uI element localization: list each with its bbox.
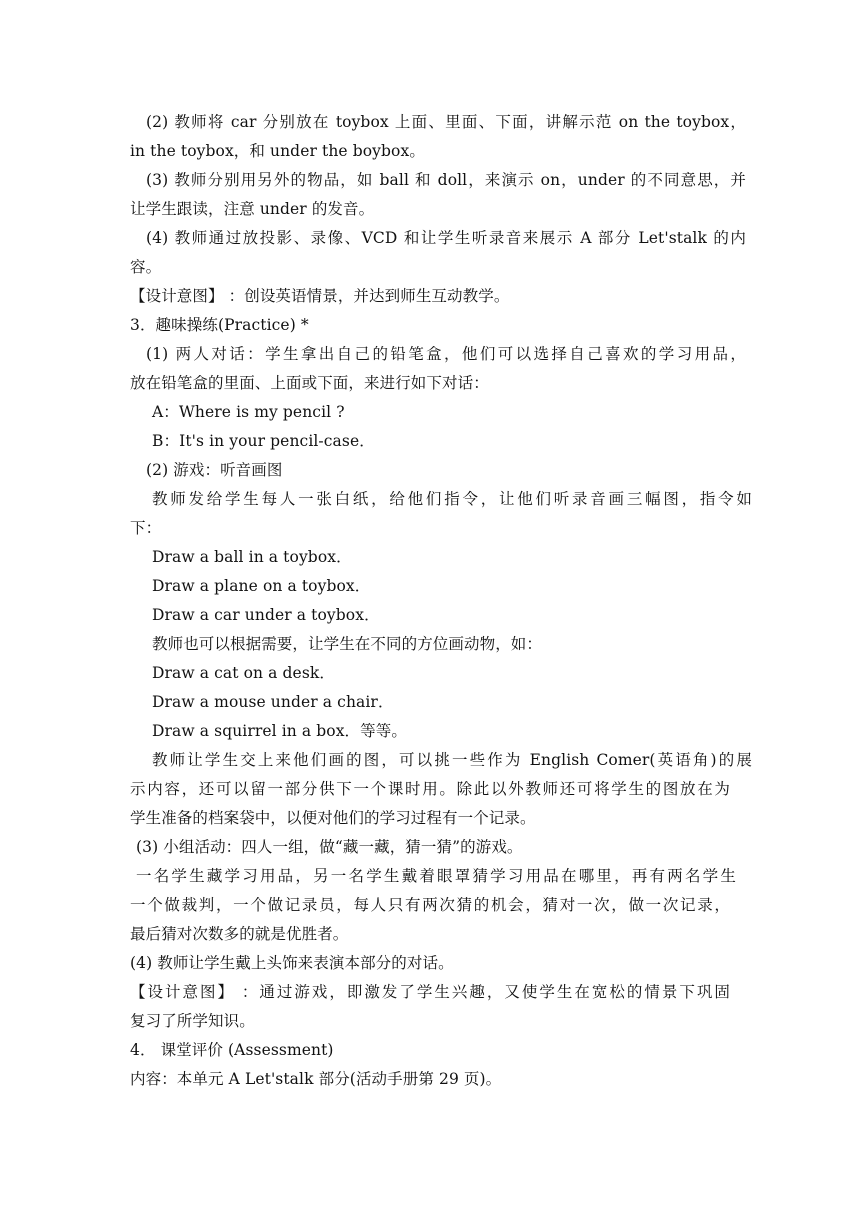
paragraph-line: 一个做裁判，一个做记录员，每人只有两次猜的机会，猜对一次，做一次记录， <box>130 896 730 914</box>
paragraph-line: 教师让学生交上来他们画的图，可以挑一些作为 English Comer(英语角)的展 <box>152 751 752 769</box>
paragraph-line: 下： <box>130 519 162 537</box>
paragraph-line: 让学生跟读，注意 under 的发音。 <box>130 200 375 218</box>
paragraph-line: 复习了所学知识。 <box>130 1012 255 1030</box>
design-intent-note: 【设计意图】 ：通过游戏，即激发了学生兴趣，又使学生在宽松的情景下巩固 <box>130 983 730 1001</box>
paragraph-line: 学生准备的档案袋中，以便对他们的学习过程有一个记录。 <box>130 809 536 827</box>
paragraph-line: 容。 <box>130 258 162 276</box>
dialogue-line: A：Where is my pencil ? <box>152 403 345 421</box>
paragraph-line: 示内容，还可以留一部分供下一个课时用。除此以外教师还可将学生的图放在为 <box>130 780 730 798</box>
section-heading: 4． 课堂评价 (Assessment) <box>130 1041 334 1059</box>
instruction-line: Draw a cat on a desk． <box>152 664 335 682</box>
paragraph-line: (2) 教师将 car 分别放在 toybox 上面、里面、下面，讲解示范 on the toybox， <box>146 113 746 131</box>
paragraph-line: 放在铅笔盒的里面、上面或下面，来进行如下对话： <box>130 374 489 392</box>
paragraph-line: (2) 游戏：听音画图 <box>146 461 283 479</box>
paragraph-line: 一名学生藏学习用品，另一名学生戴着眼罩猜学习用品在哪里，再有两名学生 <box>136 867 736 885</box>
design-intent-note: 【设计意图】 ：创设英语情景，并达到师生互动教学。 <box>130 287 510 305</box>
section-heading: 3．趣味操练(Practice) * <box>130 316 309 334</box>
document-body <box>130 108 752 1094</box>
paragraph-line: in the toybox，和 under the boybox。 <box>130 142 425 160</box>
instruction-line: Draw a mouse under a chair． <box>152 693 394 711</box>
paragraph-line: 教师也可以根据需要，让学生在不同的方位画动物，如： <box>152 635 543 653</box>
paragraph-line: (3) 小组活动：四人一组，做“藏一藏，猜一猜”的游戏。 <box>136 838 523 856</box>
paragraph-line: (4) 教师让学生戴上头饰来表演本部分的对话。 <box>130 954 454 972</box>
instruction-line: Draw a squirrel in a box．等等。 <box>152 722 407 740</box>
paragraph-line: 教师发给学生每人一张白纸，给他们指令，让他们听录音画三幅图，指令如 <box>152 490 752 508</box>
paragraph-line: (4) 教师通过放投影、录像、VCD 和让学生听录音来展示 A 部分 Let'stalk 的内 <box>146 229 746 247</box>
paragraph-line: (3) 教师分别用另外的物品，如 ball 和 doll，来演示 on，under 的不同意思，并 <box>146 171 746 189</box>
instruction-line: Draw a car under a toybox． <box>152 606 380 624</box>
paragraph-line: 内容：本单元 A Let'stalk 部分(活动手册第 29 页)。 <box>130 1070 502 1088</box>
instruction-line: Draw a plane on a toybox． <box>152 577 371 595</box>
paragraph-line: 最后猜对次数多的就是优胜者。 <box>130 925 349 943</box>
dialogue-line: B：It's in your pencil-case． <box>152 432 375 450</box>
paragraph-line: (1) 两人对话：学生拿出自己的铅笔盒，他们可以选择自己喜欢的学习用品， <box>146 345 746 363</box>
instruction-line: Draw a ball in a toybox． <box>152 548 352 566</box>
